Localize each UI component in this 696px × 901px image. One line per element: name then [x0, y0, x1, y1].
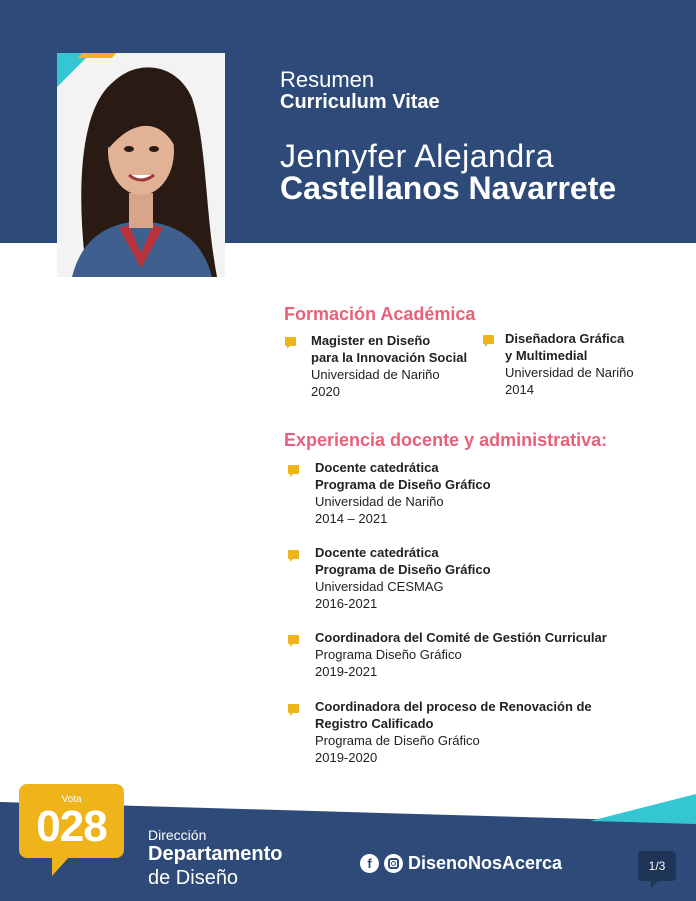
role-years: 2014 – 2021 [315, 511, 388, 526]
vote-number: 028 [36, 802, 107, 851]
photo-corner-stripe [78, 53, 116, 58]
experiencia-item [315, 459, 491, 527]
footer-departamento: Departamento [148, 843, 283, 865]
degree-year: 2014 [505, 382, 534, 397]
bullet-icon [288, 704, 299, 713]
role-years: 2016-2021 [315, 596, 378, 611]
experiencia-item [315, 629, 607, 680]
role-line2: Registro Calificado [315, 716, 434, 731]
formacion-item [505, 330, 634, 398]
footer-diseno: de Diseño [148, 867, 239, 889]
vote-badge-tail [52, 856, 70, 876]
bullet-icon [288, 550, 299, 559]
role-line1: Docente catedrática [315, 545, 439, 560]
degree-line2: para la Innovación Social [311, 350, 468, 365]
degree-institution: Universidad de Nariño [311, 367, 440, 382]
bullet-icon [285, 337, 296, 346]
last-names: Castellanos Navarrete [280, 170, 617, 206]
degree-year: 2020 [311, 384, 340, 399]
formacion-title: Formación Académica [284, 304, 476, 324]
role-detail: Universidad de Nariño [315, 494, 444, 509]
role-line1: Coordinadora del Comité de Gestión Curricular [315, 630, 607, 645]
footer-direccion: Dirección [148, 827, 207, 843]
experiencia-item [315, 544, 491, 612]
role-detail: Programa Diseño Gráfico [315, 647, 462, 662]
role-line2: Programa de Diseño Gráfico [315, 477, 491, 492]
degree-line2: y Multimedial [505, 348, 588, 363]
experiencia-title: Experiencia docente y administrativa: [284, 430, 608, 450]
role-line1: Docente catedrática [315, 460, 439, 475]
degree-line1: Diseñadora Gráfica [505, 331, 625, 346]
degree-line1: Magister en Diseño [311, 333, 431, 348]
role-detail: Universidad CESMAG [315, 579, 444, 594]
degree-institution: Universidad de Nariño [505, 365, 634, 380]
social-handle: DisenoNosAcerca [408, 853, 563, 873]
role-years: 2019-2020 [315, 750, 378, 765]
instagram-icon [384, 854, 403, 873]
page-indicator: 1/3 [638, 851, 676, 881]
role-line1: Coordinadora del proceso de Renovación de [315, 699, 592, 714]
formacion-item [311, 332, 467, 400]
bullet-icon [288, 635, 299, 644]
bullet-icon [288, 465, 299, 474]
vote-label: Vota [61, 794, 82, 805]
resumen-label: Resumen [280, 67, 375, 92]
cv-label: Curriculum Vitae [280, 91, 440, 113]
role-line2: Programa de Diseño Gráfico [315, 562, 491, 577]
bullet-icon [483, 335, 494, 344]
role-years: 2019-2021 [315, 664, 378, 679]
facebook-icon: f [360, 854, 379, 873]
social-handle-group [360, 853, 562, 874]
role-detail: Programa de Diseño Gráfico [315, 733, 480, 748]
page-indicator-tail [651, 880, 659, 888]
experiencia-item [315, 698, 592, 766]
vote-badge [19, 784, 124, 858]
photo-corner-accent [57, 53, 91, 87]
first-names: Jennyfer Alejandra [280, 138, 555, 174]
